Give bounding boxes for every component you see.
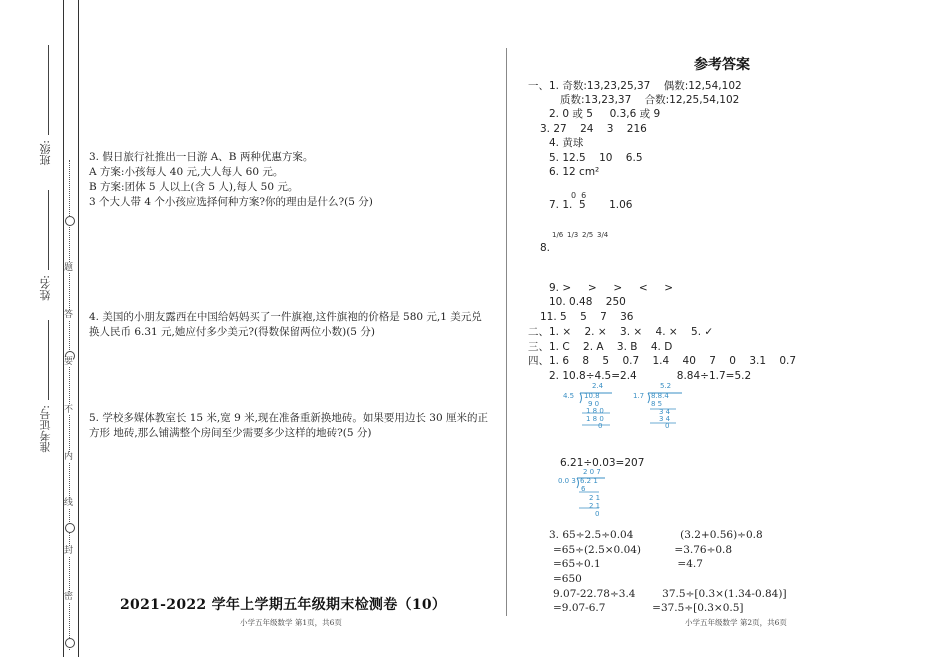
division-quotient: 5.2	[660, 382, 672, 390]
seal-char: 答	[64, 310, 74, 320]
answer-line: =65÷0.1 =4.7	[553, 558, 703, 570]
question-4	[89, 310, 482, 340]
answer-line: 质数:13,23,37 合数:12,25,54,102	[560, 94, 740, 106]
answer-line: =650	[553, 573, 582, 585]
division-dividend: 6.2 1	[580, 477, 598, 485]
question-line: 换人民币 6.31 元,她应付多少美元?(得数保留两位小数)(5 分)	[89, 326, 375, 338]
exam-no-label: 准考证号:	[39, 405, 52, 453]
division-divisor: 4.5	[563, 392, 575, 400]
answer-line: 3. 65÷2.5÷0.04 (3.2+0.56)÷0.8	[549, 529, 763, 541]
answer-line: 二、1. × 2. × 3. × 4. × 5. ✓	[528, 326, 714, 338]
question-line: 5. 学校多媒体教室长 15 米,宽 9 米,现在准备重新换地砖。如果要用边长 30 厘米的正	[89, 412, 488, 424]
binding-hole-circle	[65, 523, 75, 533]
division-step: 2 1	[589, 494, 601, 502]
page-footer: 小学五年级数学 第2页，共6页	[685, 618, 787, 627]
answer-line: 6. 12 cm²	[549, 166, 600, 178]
question-line: 3. 假日旅行社推出一日游 A、B 两种优惠方案。	[89, 151, 314, 163]
division-step: 9 0	[588, 400, 600, 408]
answer-line: 2. 10.8÷4.5=2.4 8.84÷1.7=5.2	[549, 370, 752, 382]
division-dividend: 10.8	[584, 392, 600, 400]
division-step: 8 5	[651, 400, 663, 408]
fraction-answer: 1/3	[567, 231, 579, 239]
question-3	[89, 150, 373, 210]
exam-title: 2021-2022 学年上学期五年级期末检测卷（10）	[120, 597, 447, 613]
seal-char: 内	[64, 452, 74, 462]
name-underline	[48, 190, 49, 270]
division-step: 1 8 0	[586, 415, 604, 423]
answer-line: 10. 0.48 250	[549, 296, 626, 308]
answer-title: 参考答案	[694, 57, 750, 73]
division-step: 1 8 0	[586, 407, 604, 415]
seal-char: 要	[64, 357, 74, 367]
binding-hole-circle	[65, 216, 75, 226]
binding-hole-circle	[65, 638, 75, 648]
question-line: A 方案:小孩每人 40 元,大人每人 60 元。	[89, 166, 284, 178]
answer-line: 一、1. 奇数:13,23,25,37 偶数:12,54,102	[528, 80, 742, 92]
long-division-3	[557, 468, 617, 524]
answer-line: =65÷(2.5×0.04) =3.76÷0.8	[553, 544, 733, 556]
fraction-answer: 1/6	[552, 231, 564, 239]
division-quotient: 2 0 7	[583, 468, 601, 476]
answer-line: 四、1. 6 8 5 0.7 1.4 40 7 0 3.1 0.7	[528, 355, 797, 367]
fraction-answer: 3/4	[597, 231, 609, 239]
answer-line: 2. 0 或 5 0.3,6 或 9	[549, 108, 661, 120]
name-label: 姓名:	[39, 275, 52, 301]
long-division-2	[632, 381, 692, 435]
page-divider	[506, 48, 507, 616]
division-step: 2 1	[589, 502, 601, 510]
answer-line: 9.07-22.78÷3.4 37.5÷[0.3×(1.34-0.84)]	[553, 588, 787, 600]
division-step: 6	[581, 485, 586, 493]
binding-outer-line	[63, 0, 64, 657]
fraction-answer: 2/5	[582, 231, 594, 239]
answer-line: 6.21÷0.03=207	[560, 457, 645, 469]
answer-line: 9. > > > < >	[549, 282, 674, 294]
answer-line: 7. 1. 5 1.06	[549, 199, 633, 211]
question-5	[89, 411, 488, 441]
question-line: B 方案:团体 5 人以上(含 5 人),每人 50 元。	[89, 181, 299, 193]
seal-char: 题	[64, 263, 74, 273]
division-quotient: 2.4	[592, 382, 604, 390]
answer-line: 5. 12.5 10 6.5	[549, 152, 643, 164]
division-step: 3 4	[659, 408, 671, 416]
division-step: 0	[665, 422, 670, 430]
division-divisor: 0.0 3	[558, 477, 576, 485]
division-step: 0	[598, 422, 603, 430]
answer-line: 4. 黄球	[549, 137, 584, 149]
division-divisor: 1.7	[633, 392, 645, 400]
division-dividend: 8.8.4	[651, 392, 669, 400]
question-line: 方形 地砖,那么铺满整个房间至少需要多少这样的地砖?(5 分)	[89, 427, 372, 439]
exam-no-underline	[48, 320, 49, 400]
binding-inner-line	[78, 0, 79, 657]
division-step: 0	[595, 510, 600, 518]
class-label: 班级:	[39, 140, 52, 166]
answer-line: 三、1. C 2. A 3. B 4. D	[528, 341, 673, 353]
seal-char: 不	[64, 405, 74, 415]
answer-line: =9.07-6.7 =37.5÷[0.3×0.5]	[553, 602, 744, 614]
answer-line: 11. 5 5 7 36	[540, 311, 634, 323]
seal-char: 封	[64, 546, 74, 556]
seal-char: 线	[64, 498, 74, 508]
class-underline	[48, 45, 49, 135]
question-line: 4. 美国的小朋友露西在中国给妈妈买了一件旗袍,这件旗袍的价格是 580 元,1 美元兑	[89, 311, 482, 323]
answer-line: 3. 27 24 3 216	[540, 123, 647, 135]
answer-line: 8.	[540, 242, 551, 254]
division-step: 3 4	[659, 415, 671, 423]
seal-char: 密	[64, 592, 74, 602]
long-division-1	[562, 381, 622, 435]
question-line: 3 个大人带 4 个小孩应选择何种方案?你的理由是什么?(5 分)	[89, 196, 373, 208]
repeating-decimal-dots: 0 6	[571, 191, 587, 200]
page-footer: 小学五年级数学 第1页，共6页	[240, 618, 342, 627]
